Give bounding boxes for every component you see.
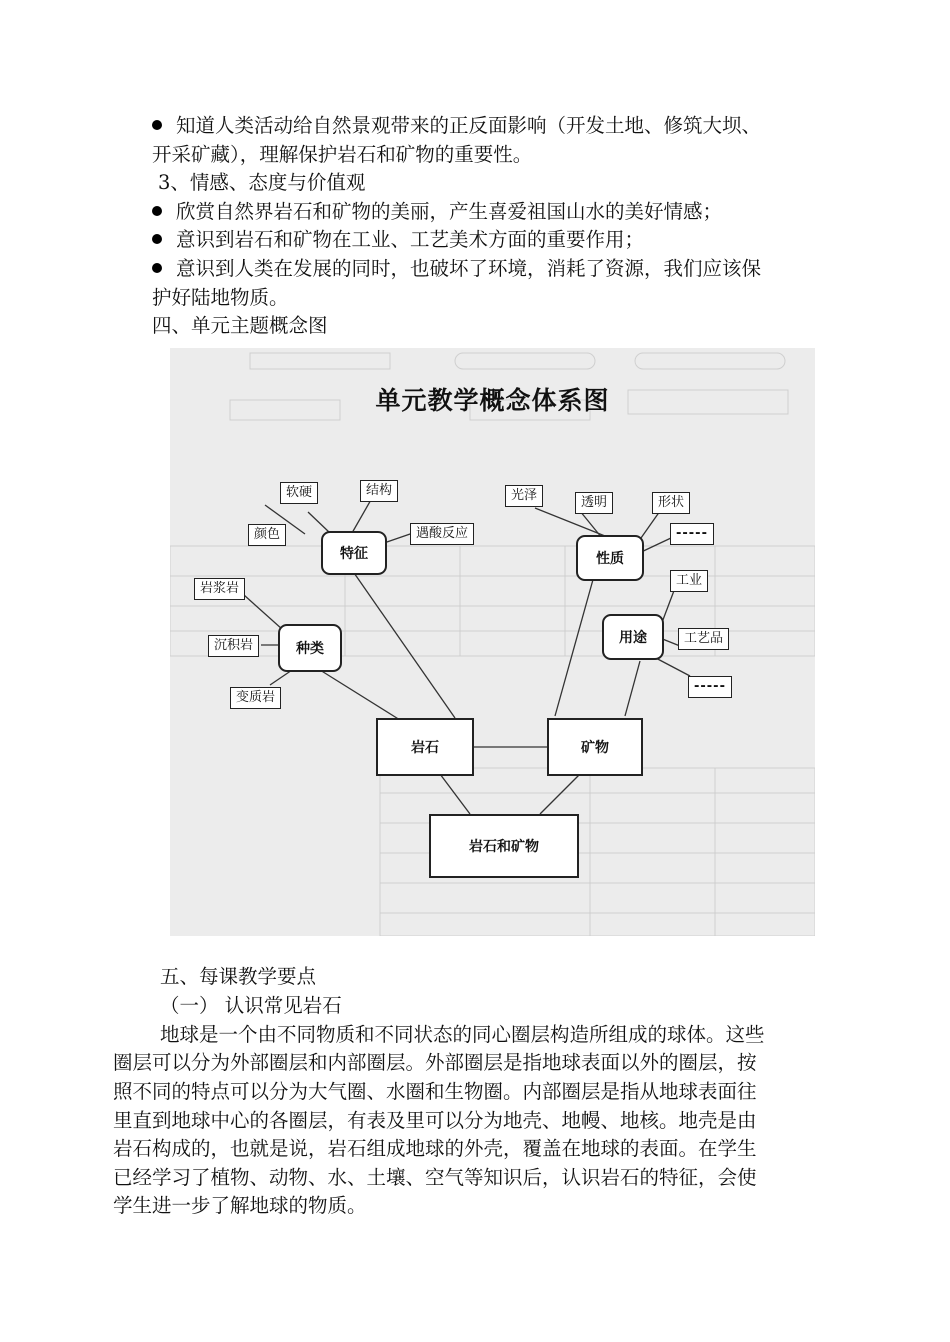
concept-metamorphic: 变质岩 [230, 687, 281, 709]
concept-properties: 性质 [576, 535, 644, 581]
section-5-heading: 五、每课教学要点 [160, 965, 317, 988]
concept-map-title: 单元教学概念体系图 [375, 386, 610, 415]
concept-map-image [170, 348, 815, 936]
objective-item-4-line-2: 护好陆地物质。 [152, 286, 289, 309]
objective-text: 知道人类活动给自然景观带来的正反面影响（开发土地、修筑大坝、 [176, 114, 762, 137]
concept-uses: 用途 [602, 614, 664, 660]
concept-luster: 光泽 [505, 485, 543, 507]
concept-transparency: 透明 [575, 492, 613, 514]
paragraph-line-4: 里直到地球中心的各圈层，有表及里可以分为地壳、地幔、地核。地壳是由 [113, 1109, 757, 1132]
concept-features: 特征 [321, 531, 387, 575]
bullet-icon [152, 263, 162, 273]
lesson-1-heading: （一） 认识常见岩石 [160, 994, 342, 1017]
concept-uses-more: ----- [688, 676, 732, 698]
concept-rock: 岩石 [376, 718, 474, 776]
concept-industry: 工业 [670, 570, 708, 592]
concept-sedimentary: 沉积岩 [208, 635, 259, 657]
section-4-heading: 四、单元主题概念图 [152, 314, 328, 337]
objective-item-1-line-2: 开采矿藏），理解保护岩石和矿物的重要性。 [152, 143, 533, 166]
objective-text: 欣赏自然界岩石和矿物的美丽，产生喜爱祖国山水的美好情感； [176, 200, 723, 223]
objective-item-1-line-1 [152, 112, 761, 140]
paragraph-line-1: 地球是一个由不同物质和不同状态的同心圈层构造所组成的球体。这些 [160, 1023, 765, 1046]
paragraph-line-6: 已经学习了植物、动物、水、土壤、空气等知识后，认识岩石的特征，会使 [113, 1166, 757, 1189]
paragraph-line-5: 岩石构成的，也就是说，岩石组成地球的外壳，覆盖在地球的表面。在学生 [113, 1137, 757, 1160]
concept-shape: 形状 [652, 492, 690, 514]
objective-item-2 [152, 198, 722, 226]
concept-crafts: 工艺品 [678, 628, 729, 650]
subheading-3: 3、情感、态度与价值观 [158, 171, 366, 194]
bullet-icon [152, 120, 162, 130]
concept-hardness: 软硬 [280, 482, 318, 504]
concept-color: 颜色 [248, 524, 286, 546]
objective-item-4-line-1 [152, 255, 761, 283]
concept-mineral: 矿物 [547, 718, 643, 776]
concept-properties-more: ----- [670, 523, 714, 545]
paragraph-line-7: 学生进一步了解地球的物质。 [113, 1194, 367, 1217]
paragraph-line-2: 圈层可以分为外部圈层和内部圈层。外部圈层是指地球表面以外的圈层，按 [113, 1051, 757, 1074]
objective-item-3 [152, 226, 644, 254]
concept-rocks-and-minerals: 岩石和矿物 [429, 814, 579, 878]
paragraph-line-3: 照不同的特点可以分为大气圈、水圈和生物圈。内部圈层是指从地球表面往 [113, 1080, 757, 1103]
concept-igneous: 岩浆岩 [194, 578, 245, 600]
bullet-icon [152, 234, 162, 244]
objective-text: 意识到人类在发展的同时，也破坏了环境，消耗了资源，我们应该保 [176, 257, 762, 280]
bullet-icon [152, 206, 162, 216]
concept-acid-reaction: 遇酸反应 [410, 523, 474, 545]
concept-structure: 结构 [360, 480, 398, 502]
concept-types: 种类 [278, 624, 342, 672]
objective-text: 意识到岩石和矿物在工业、工艺美术方面的重要作用； [176, 228, 645, 251]
